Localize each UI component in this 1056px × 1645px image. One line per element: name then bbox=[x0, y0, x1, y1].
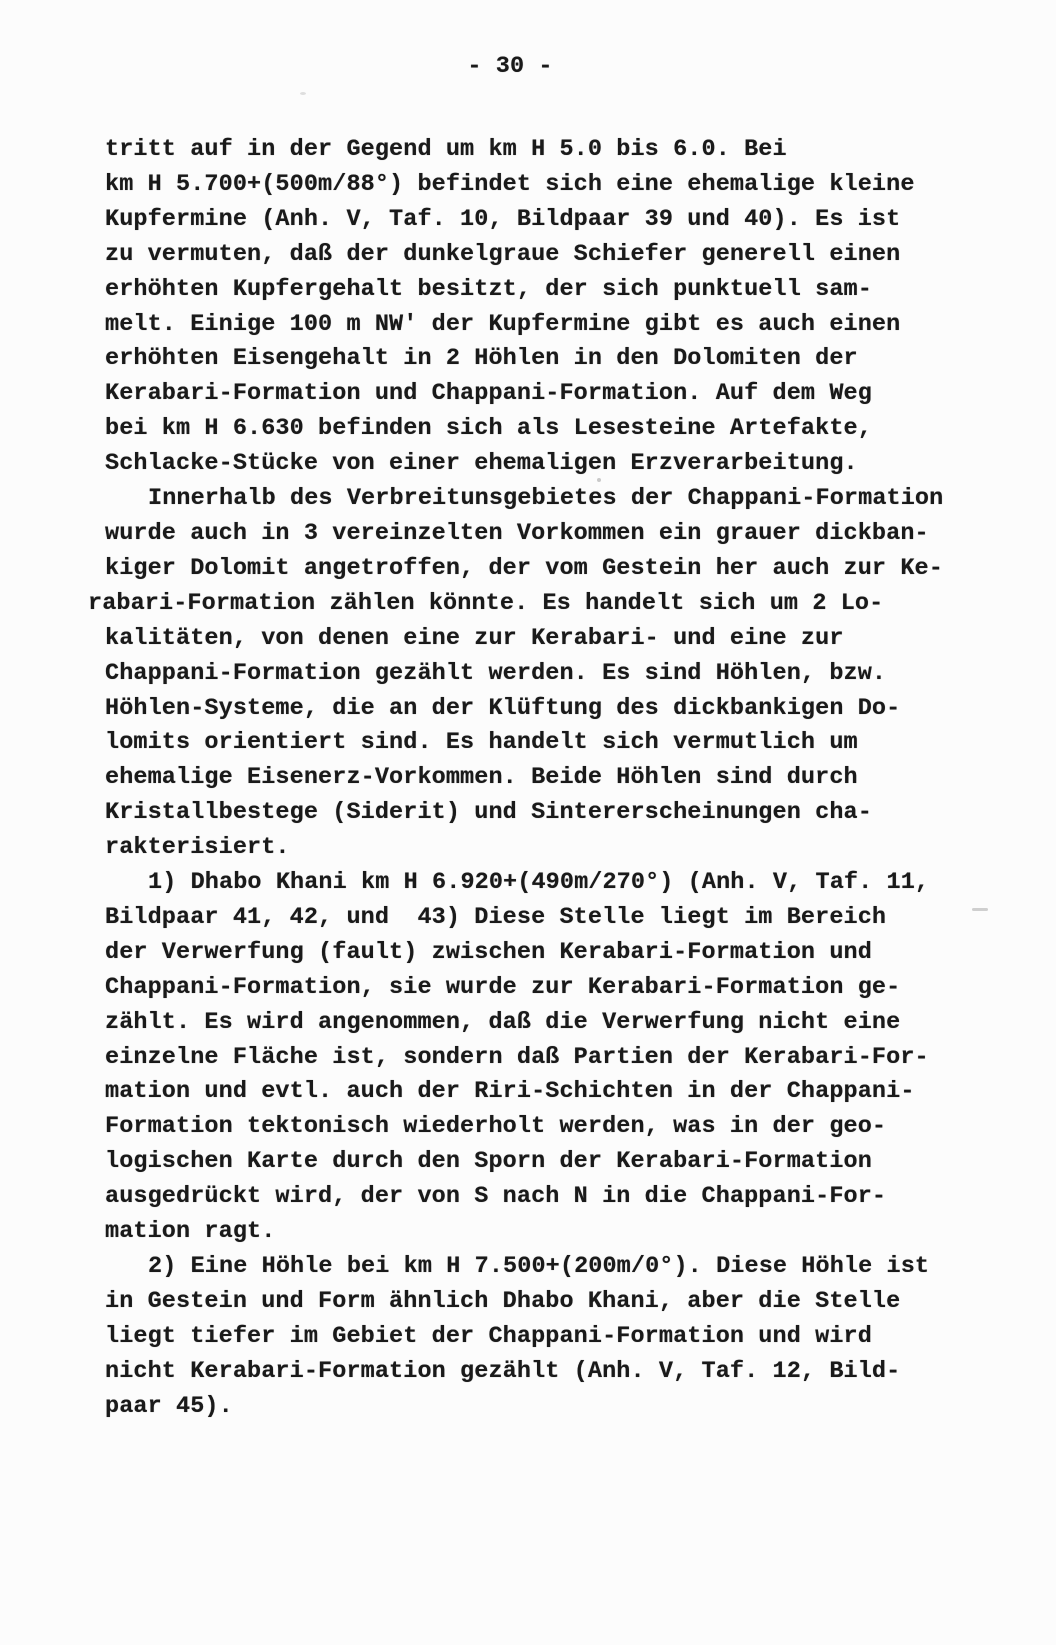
text-line: der Verwerfung (fault) zwischen Kerabari-Formation und bbox=[105, 938, 872, 966]
text-line: 2) Eine Höhle bei km H 7.500+(200m/0°). Diese Höhle ist bbox=[148, 1253, 930, 1280]
text-line: Innerhalb des Verbreitunsgebietes der Chappani-Formation bbox=[148, 485, 944, 513]
text-line: paar 45). bbox=[105, 1392, 233, 1420]
scan-speck bbox=[597, 478, 601, 482]
text-line: lomits orientiert sind. Es handelt sich vermutlich um bbox=[105, 729, 858, 757]
text-line: melt. Einige 100 m NW' der Kupfermine gibt es auch einen bbox=[105, 310, 901, 338]
text-line: einzelne Fläche ist, sondern daß Partien der Kerabari-For- bbox=[105, 1043, 929, 1071]
text-line: Formation tektonisch wiederholt werden, was in der geo- bbox=[105, 1113, 887, 1141]
text-line: rakterisiert. bbox=[105, 834, 290, 862]
text-line: mation und evtl. auch der Riri-Schichten in der Chappani- bbox=[105, 1078, 915, 1106]
text-line: Kristallbestege (Siderit) und Sintererscheinungen cha- bbox=[105, 799, 872, 827]
text-line: Bildpaar 41, 42, und 43) Diese Stelle liegt im Bereich bbox=[105, 903, 887, 931]
text-line: 1) Dhabo Khani km H 6.920+(490m/270°) (Anh. V, Taf. 11, bbox=[148, 869, 930, 897]
text-line: Kerabari-Formation und Chappani-Formation. Auf dem Weg bbox=[105, 380, 872, 408]
text-line: logischen Karte durch den Sporn der Kerabari-Formation bbox=[105, 1148, 872, 1176]
text-line: Chappani-Formation gezählt werden. Es sind Höhlen, bzw. bbox=[105, 659, 887, 687]
text-line: wurde auch in 3 vereinzelten Vorkommen ein grauer dickban- bbox=[105, 519, 929, 547]
text-line: nicht Kerabari-Formation gezählt (Anh. V, Taf. 12, Bild- bbox=[105, 1357, 901, 1385]
text-line: ehemalige Eisenerz-Vorkommen. Beide Höhlen sind durch bbox=[105, 764, 858, 792]
scan-speck bbox=[972, 908, 988, 911]
text-line: erhöhten Eisengehalt in 2 Höhlen in den Dolomiten der bbox=[105, 345, 858, 373]
text-line: kiger Dolomit angetroffen, der vom Gestein her auch zur Ke- bbox=[105, 554, 943, 582]
text-line: Chappani-Formation, sie wurde zur Kerabari-Formation ge- bbox=[105, 973, 901, 1001]
text-line: Schlacke-Stücke von einer ehemaligen Erzverarbeitung. bbox=[105, 450, 858, 478]
text-line: mation ragt. bbox=[105, 1218, 276, 1246]
text-line: zählt. Es wird angenommen, daß die Verwerfung nicht eine bbox=[105, 1008, 901, 1036]
text-line: rabari-Formation zählen könnte. Es handelt sich um 2 Lo- bbox=[88, 589, 884, 617]
text-line: zu vermuten, daß der dunkelgraue Schiefer generell einen bbox=[105, 240, 901, 268]
text-line: km H 5.700+(500m/88°) befindet sich eine ehemalige kleine bbox=[105, 170, 915, 198]
text-line: tritt auf in der Gegend um km H 5.0 bis 6.0. Bei bbox=[105, 136, 787, 163]
page-body bbox=[88, 133, 944, 1425]
text-line: liegt tiefer im Gebiet der Chappani-Formation und wird bbox=[105, 1322, 872, 1350]
text-line: kalitäten, von denen eine zur Kerabari- und eine zur bbox=[105, 624, 844, 652]
scan-speck bbox=[300, 92, 306, 95]
text-line: Kupfermine (Anh. V, Taf. 10, Bildpaar 39 und 40). Es ist bbox=[105, 205, 901, 233]
page-number: - 30 - bbox=[467, 53, 553, 80]
text-line: erhöhten Kupfergehalt besitzt, der sich punktuell sam- bbox=[105, 275, 872, 303]
text-line: in Gestein und Form ähnlich Dhabo Khani, aber die Stelle bbox=[105, 1287, 901, 1315]
text-line: Höhlen-Systeme, die an der Klüftung des dickbankigen Do- bbox=[105, 694, 901, 722]
text-line: ausgedrückt wird, der von S nach N in die Chappani-For- bbox=[105, 1183, 887, 1211]
text-line: bei km H 6.630 befinden sich als Lesesteine Artefakte, bbox=[105, 415, 872, 443]
